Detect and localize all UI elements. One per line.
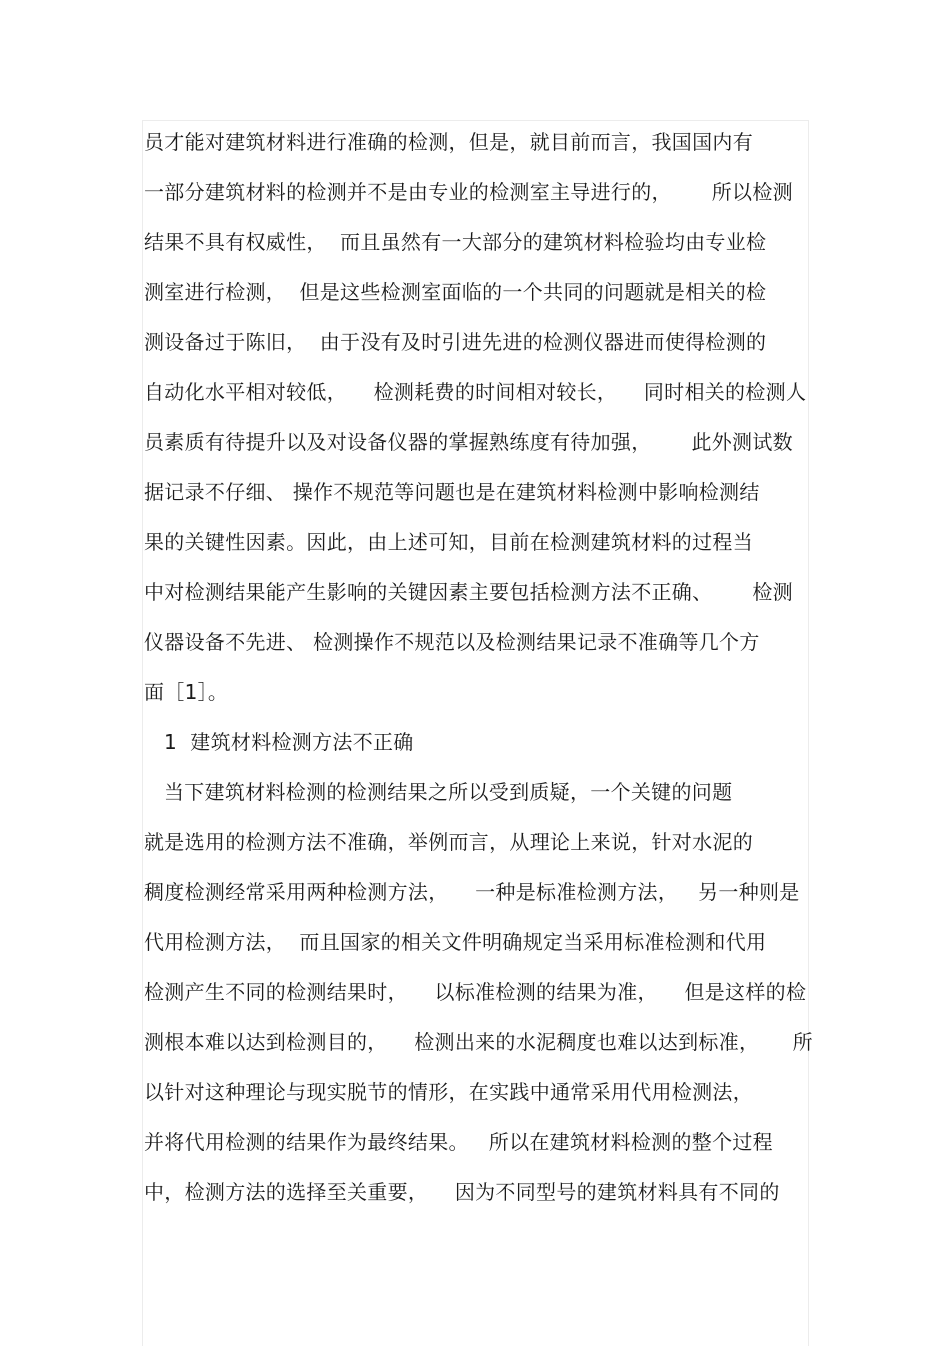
body-line: 面［1］。 xyxy=(144,680,229,704)
body-line: 测根本难以达到检测目的， 检测出来的水泥稠度也难以达到标准， 所 xyxy=(144,1030,813,1054)
body-line: 就是选用的检测方法不准确，举例而言，从理论上来说，针对水泥的 xyxy=(144,830,753,854)
body-line: 并将代用检测的结果作为最终结果。 所以在建筑材料检测的整个过程 xyxy=(144,1130,773,1154)
body-line: 自动化水平相对较低， 检测耗费的时间相对较长， 同时相关的检测人 xyxy=(144,380,807,404)
body-line: 仪器设备不先进、 检测操作不规范以及检测结果记录不准确等几个方 xyxy=(144,630,760,654)
body-line: 检测产生不同的检测结果时， 以标准检测的结果为准， 但是这样的检 xyxy=(144,980,807,1004)
body-line: 结果不具有权威性， 而且虽然有一大部分的建筑材料检验均由专业检 xyxy=(144,230,767,254)
body-line: 中对检测结果能产生影响的关键因素主要包括检测方法不正确、 检测 xyxy=(144,580,793,604)
body-line: 以针对这种理论与现实脱节的情形，在实践中通常采用代用检测法， xyxy=(144,1080,753,1104)
body-line: 果的关键性因素。因此，由上述可知，目前在检测建筑材料的过程当 xyxy=(144,530,753,554)
body-line: 一部分建筑材料的检测并不是由专业的检测室主导进行的， 所以检测 xyxy=(144,180,793,204)
body-line: 当下建筑材料检测的检测结果之所以受到质疑，一个关键的问题 xyxy=(144,780,733,804)
body-line: 员才能对建筑材料进行准确的检测，但是，就目前而言，我国国内有 xyxy=(144,130,753,154)
document-body xyxy=(144,122,814,1222)
body-line: 员素质有待提升以及对设备仪器的掌握熟练度有待加强， 此外测试数 xyxy=(144,430,793,454)
body-line: 测设备过于陈旧， 由于没有及时引进先进的检测仪器进而使得检测的 xyxy=(144,330,767,354)
body-line: 代用检测方法， 而且国家的相关文件明确规定当采用标准检测和代用 xyxy=(144,930,767,954)
body-line: 测室进行检测， 但是这些检测室面临的一个共同的问题就是相关的检 xyxy=(144,280,767,304)
body-line: 稠度检测经常采用两种检测方法， 一种是标准检测方法， 另一种则是 xyxy=(144,880,800,904)
body-line: 据记录不仔细、 操作不规范等问题也是在建筑材料检测中影响检测结 xyxy=(144,480,760,504)
body-line: 中，检测方法的选择至关重要， 因为不同型号的建筑材料具有不同的 xyxy=(144,1180,780,1204)
section-heading: 1 建筑材料检测方法不正确 xyxy=(144,730,414,754)
